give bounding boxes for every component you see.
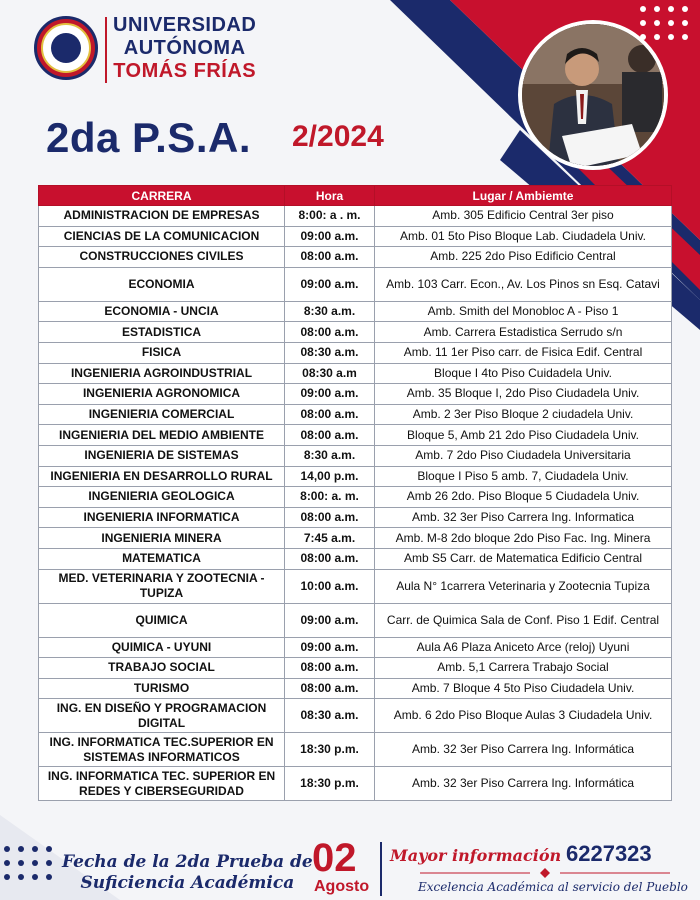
cell-carrera: ECONOMIA (39, 267, 285, 301)
table-row (39, 404, 672, 425)
university-name-line3: TOMÁS FRÍAS (113, 60, 257, 82)
table-row (39, 301, 672, 322)
cell-hora: 08:30 a.m. (285, 699, 375, 733)
exam-date-label-line1: Fecha de la 2da Prueba de (62, 852, 313, 872)
table-row (39, 247, 672, 268)
university-name-line2: AUTÓNOMA (123, 37, 246, 59)
more-info-label: Mayor información (390, 846, 562, 865)
students-photo (518, 20, 668, 170)
cell-carrera: CONSTRUCCIONES CIVILES (39, 247, 285, 268)
table-row (39, 548, 672, 569)
cell-carrera: INGENIERIA COMERCIAL (39, 404, 285, 425)
header-carrera: CARRERA (39, 186, 285, 206)
cell-hora: 10:00 a.m. (285, 569, 375, 603)
schedule-table (38, 185, 672, 801)
cell-lugar: Amb. 01 5to Piso Bloque Lab. Ciudadela Univ. (375, 226, 672, 247)
table-row (39, 637, 672, 658)
decorative-dots-top (640, 6, 688, 40)
cell-lugar: Bloque I Piso 5 amb. 7, Ciudadela Univ. (375, 466, 672, 487)
cell-lugar: Amb. 103 Carr. Econ., Av. Los Pinos sn Esq. Catavi (375, 267, 672, 301)
cell-lugar: Aula N° 1carrera Veterinaria y Zootecnia Tupiza (375, 569, 672, 603)
cell-hora: 08:30 a.m (285, 363, 375, 384)
cell-hora: 08:00 a.m. (285, 507, 375, 528)
cell-lugar: Amb. 225 2do Piso Edificio Central (375, 247, 672, 268)
exam-day: 02 (312, 836, 357, 880)
cell-lugar: Amb. 7 Bloque 4 5to Piso Ciudadela Univ. (375, 678, 672, 699)
cell-carrera: QUIMICA - UYUNI (39, 637, 285, 658)
cell-lugar: Carr. de Quimica Sala de Conf. Piso 1 Edif. Central (375, 603, 672, 637)
cell-carrera: INGENIERIA DE SISTEMAS (39, 445, 285, 466)
cell-carrera: INGENIERIA AGROINDUSTRIAL (39, 363, 285, 384)
table-row (39, 658, 672, 679)
cell-lugar: Amb. 2 3er Piso Bloque 2 ciudadela Univ. (375, 404, 672, 425)
cell-lugar: Amb. 6 2do Piso Bloque Aulas 3 Ciudadela Univ. (375, 699, 672, 733)
cell-hora: 08:00 a.m. (285, 247, 375, 268)
cell-hora: 18:30 p.m. (285, 733, 375, 767)
table-row (39, 267, 672, 301)
cell-carrera: ING. INFORMATICA TEC.SUPERIOR EN SISTEMAS INFORMATICOS (39, 733, 285, 767)
cell-hora: 18:30 p.m. (285, 767, 375, 801)
cell-carrera: INGENIERIA AGRONOMICA (39, 384, 285, 405)
cell-carrera: CIENCIAS DE LA COMUNICACION (39, 226, 285, 247)
table-row (39, 466, 672, 487)
cell-lugar: Amb. 32 3er Piso Carrera Ing. Informatica (375, 507, 672, 528)
cell-hora: 8:30 a.m. (285, 301, 375, 322)
header-lugar: Lugar / Ambiemte (375, 186, 672, 206)
cell-hora: 09:00 a.m. (285, 603, 375, 637)
cell-hora: 8:30 a.m. (285, 445, 375, 466)
cell-carrera: ESTADISTICA (39, 322, 285, 343)
table-row (39, 425, 672, 446)
cell-lugar: Amb S5 Carr. de Matematica Edificio Central (375, 548, 672, 569)
cell-carrera: INGENIERIA INFORMATICA (39, 507, 285, 528)
exam-date-label-line2: Suficiencia Académica (80, 873, 295, 893)
table-row (39, 487, 672, 508)
university-name (113, 14, 256, 83)
cell-carrera: INGENIERIA MINERA (39, 528, 285, 549)
cell-hora: 08:00 a.m. (285, 658, 375, 679)
university-logo (34, 16, 98, 80)
table-row (39, 528, 672, 549)
cell-hora: 8:00: a. m. (285, 487, 375, 508)
cell-hora: 09:00 a.m. (285, 267, 375, 301)
table-row (39, 226, 672, 247)
table-row (39, 363, 672, 384)
cell-lugar: Amb. 5,1 Carrera Trabajo Social (375, 658, 672, 679)
cell-hora: 8:00: a . m. (285, 206, 375, 227)
table-row (39, 699, 672, 733)
cell-carrera: QUIMICA (39, 603, 285, 637)
table-row (39, 445, 672, 466)
cell-carrera: FISICA (39, 342, 285, 363)
cell-lugar: Amb. 7 2do Piso Ciudadela Universitaria (375, 445, 672, 466)
exam-month: Agosto (314, 878, 370, 895)
cell-hora: 7:45 a.m. (285, 528, 375, 549)
cell-hora: 08:00 a.m. (285, 322, 375, 343)
cell-hora: 08:00 a.m. (285, 425, 375, 446)
cell-carrera: MED. VETERINARIA Y ZOOTECNIA - TUPIZA (39, 569, 285, 603)
phone-number: 6227323 (566, 841, 652, 866)
university-name-line1: UNIVERSIDAD (113, 14, 257, 36)
table-row (39, 569, 672, 603)
cell-carrera: INGENIERIA EN DESARROLLO RURAL (39, 466, 285, 487)
table-row (39, 206, 672, 227)
cell-hora: 08:00 a.m. (285, 678, 375, 699)
table-row (39, 342, 672, 363)
cell-hora: 09:00 a.m. (285, 226, 375, 247)
table-row (39, 678, 672, 699)
cell-hora: 14,00 p.m. (285, 466, 375, 487)
table-row (39, 603, 672, 637)
table-row (39, 733, 672, 767)
cell-hora: 09:00 a.m. (285, 637, 375, 658)
table-row (39, 767, 672, 801)
cell-hora: 08:30 a.m. (285, 342, 375, 363)
cell-lugar: Amb 26 2do. Piso Bloque 5 Ciudadela Univ. (375, 487, 672, 508)
table-row (39, 507, 672, 528)
table-row (39, 384, 672, 405)
cell-lugar: Amb. Carrera Estadistica Serrudo s/n (375, 322, 672, 343)
cell-carrera: TURISMO (39, 678, 285, 699)
cell-lugar: Aula A6 Plaza Aniceto Arce (reloj) Uyuni (375, 637, 672, 658)
cell-lugar: Bloque 5, Amb 21 2do Piso Ciudadela Univ. (375, 425, 672, 446)
cell-lugar: Amb. 305 Edificio Central 3er piso (375, 206, 672, 227)
page-period: 2/2024 (292, 120, 384, 153)
cell-lugar: Amb. 32 3er Piso Carrera Ing. Informática (375, 733, 672, 767)
cell-carrera: INGENIERIA GEOLOGICA (39, 487, 285, 508)
cell-lugar: Amb. 32 3er Piso Carrera Ing. Informática (375, 767, 672, 801)
cell-carrera: ING. EN DISEÑO Y PROGRAMACION DIGITAL (39, 699, 285, 733)
cell-hora: 09:00 a.m. (285, 384, 375, 405)
cell-carrera: ADMINISTRACION DE EMPRESAS (39, 206, 285, 227)
footer-divider (380, 842, 382, 896)
cell-carrera: TRABAJO SOCIAL (39, 658, 285, 679)
cell-lugar: Amb. 35 Bloque I, 2do Piso Ciudadela Univ. (375, 384, 672, 405)
table-header-row (39, 186, 672, 206)
schedule-table-container (38, 185, 671, 801)
decorative-dots-bottom (4, 846, 52, 880)
cell-lugar: Amb. Smith del Monobloc A - Piso 1 (375, 301, 672, 322)
cell-carrera: INGENIERIA DEL MEDIO AMBIENTE (39, 425, 285, 446)
cell-hora: 08:00 a.m. (285, 548, 375, 569)
ornament-line-icon (420, 868, 670, 878)
cell-carrera: ING. INFORMATICA TEC. SUPERIOR EN REDES Y CIBERSEGURIDAD (39, 767, 285, 801)
page-title: 2da P.S.A. (46, 114, 251, 161)
cell-carrera: MATEMATICA (39, 548, 285, 569)
header-hora: Hora (285, 186, 375, 206)
cell-lugar: Bloque I 4to Piso Cuidadela Univ. (375, 363, 672, 384)
slogan: Excelencia Académica al servicio del Pueblo (418, 880, 688, 894)
table-row (39, 322, 672, 343)
cell-hora: 08:00 a.m. (285, 404, 375, 425)
cell-lugar: Amb. M-8 2do bloque 2do Piso Fac. Ing. Minera (375, 528, 672, 549)
exam-date-label (62, 852, 313, 894)
cell-lugar: Amb. 11 1er Piso carr. de Fisica Edif. Central (375, 342, 672, 363)
cell-carrera: ECONOMIA - UNCIA (39, 301, 285, 322)
logo-divider (105, 17, 107, 83)
